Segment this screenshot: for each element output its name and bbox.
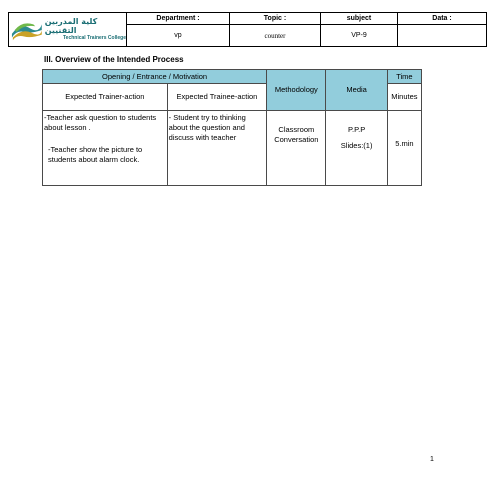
logo-arabic-text: كلية المدربين التقنيين (44, 17, 98, 35)
trainer-action-cell (43, 111, 168, 186)
topic-value: counter (230, 25, 321, 47)
trainee-action-cell (167, 111, 267, 186)
trainee-action: - Student try to thinking about the question and discuss with teacher (168, 113, 246, 142)
topic-label: Topic : (230, 13, 321, 25)
logo-emblem-icon (11, 18, 43, 42)
logo-english-text: Technical Trainers College (63, 35, 126, 41)
time-header: Time (387, 70, 421, 84)
trainer-action-2: -Teacher show the picture to students about alarm clock. (48, 145, 143, 164)
media-value-1: P.P.P (348, 125, 366, 134)
media-header: Media (326, 70, 387, 111)
methodology-cell (267, 111, 326, 186)
department-value: vp (127, 25, 230, 47)
trainer-header: Expected Trainer-action (43, 84, 168, 111)
time-cell (387, 111, 421, 186)
media-cell (326, 111, 387, 186)
department-label: Department : (127, 13, 230, 25)
page-number: 1 (430, 456, 434, 463)
methodology-value: Classroom Conversation (274, 125, 319, 144)
trainer-action-1: -Teacher ask question to students about lesson . (44, 113, 157, 132)
header-table (8, 12, 487, 47)
subject-label: subject (321, 13, 398, 25)
college-logo (9, 14, 126, 46)
subject-value: VP-9 (321, 25, 398, 47)
process-table (42, 69, 422, 186)
time-value: 5.min (395, 139, 414, 148)
data-label: Data : (398, 13, 487, 25)
methodology-header: Methodology (267, 70, 326, 111)
section-title: III. Overview of the Intended Process (44, 55, 184, 64)
opening-header: Opening / Entrance / Motivation (43, 70, 267, 84)
data-value (398, 25, 487, 47)
media-value-2: Slides:(1) (340, 141, 373, 150)
minutes-header: Minutes (387, 84, 421, 111)
trainee-header: Expected Trainee-action (167, 84, 267, 111)
logo-cell (9, 13, 127, 47)
